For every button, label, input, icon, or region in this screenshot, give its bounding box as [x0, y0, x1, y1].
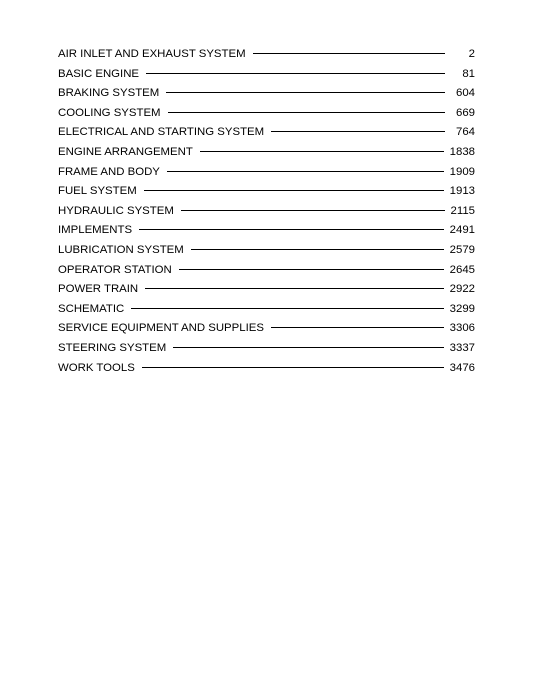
toc-entry-title: FRAME AND BODY [58, 165, 160, 178]
toc-leader-line [173, 347, 443, 348]
toc-entry-title: AIR INLET AND EXHAUST SYSTEM [58, 48, 246, 60]
table-of-contents [58, 45, 475, 378]
toc-leader-line [142, 367, 444, 368]
toc-entry-lubrication-system[interactable] [58, 241, 475, 261]
toc-leader-line [145, 288, 443, 289]
toc-leader-line [191, 249, 444, 250]
toc-entry-page-number: 1838 [449, 145, 475, 158]
toc-entry-title: STEERING SYSTEM [58, 341, 167, 354]
toc-leader-line [168, 112, 445, 113]
toc-entry-schematic[interactable] [58, 300, 475, 320]
toc-entry-page-number: 81 [462, 67, 475, 80]
toc-entry-page-number: 1913 [449, 185, 475, 198]
toc-entry-power-train[interactable] [58, 280, 475, 300]
toc-leader-line [271, 327, 444, 328]
toc-entry-air-inlet-and-exhaust-system[interactable] [58, 45, 475, 65]
toc-entry-page-number: 3299 [449, 302, 475, 315]
toc-leader-line [181, 210, 445, 211]
toc-entry-title: HYDRAULIC SYSTEM [58, 204, 174, 217]
toc-leader-line [144, 190, 444, 191]
toc-leader-line [139, 229, 444, 230]
toc-entry-page-number: 2491 [449, 224, 475, 237]
toc-entry-page-number: 764 [455, 126, 475, 139]
toc-entry-title: BASIC ENGINE [58, 67, 140, 80]
toc-leader-line [167, 171, 444, 172]
toc-entry-title: WORK TOOLS [58, 361, 135, 374]
toc-entry-basic-engine[interactable] [58, 65, 475, 85]
toc-entry-title: COOLING SYSTEM [58, 106, 161, 119]
toc-entry-hydraulic-system[interactable] [58, 202, 475, 222]
toc-entry-page-number: 2922 [449, 283, 475, 296]
toc-entry-title: IMPLEMENTS [58, 224, 133, 237]
toc-entry-operator-station[interactable] [58, 261, 475, 281]
toc-entry-title: FUEL SYSTEM [58, 185, 137, 198]
toc-leader-line [146, 73, 445, 74]
toc-entry-steering-system[interactable] [58, 339, 475, 359]
toc-entry-title: POWER TRAIN [58, 283, 139, 296]
toc-entry-page-number: 2115 [450, 204, 475, 217]
toc-leader-line [253, 53, 445, 54]
toc-entry-title: BRAKING SYSTEM [58, 87, 160, 100]
toc-entry-title: OPERATOR STATION [58, 263, 172, 276]
toc-entry-page-number: 3306 [449, 322, 475, 335]
toc-entry-title: ENGINE ARRANGEMENT [58, 145, 193, 158]
toc-entry-page-number: 2 [468, 48, 475, 60]
toc-entry-implements[interactable] [58, 221, 475, 241]
toc-leader-line [166, 92, 445, 93]
toc-entry-page-number: 3337 [449, 341, 475, 354]
toc-entry-page-number: 1909 [449, 165, 475, 178]
toc-entry-title: LUBRICATION SYSTEM [58, 243, 184, 256]
toc-entry-page-number: 3476 [449, 361, 475, 374]
toc-entry-frame-and-body[interactable] [58, 163, 475, 183]
toc-entry-engine-arrangement[interactable] [58, 143, 475, 163]
toc-entry-page-number: 604 [455, 87, 475, 100]
toc-entry-title: ELECTRICAL AND STARTING SYSTEM [58, 126, 265, 139]
toc-entry-page-number: 2579 [449, 243, 475, 256]
toc-leader-line [179, 269, 444, 270]
toc-entry-work-tools[interactable] [58, 359, 475, 379]
toc-entry-page-number: 669 [455, 106, 475, 119]
toc-entry-cooling-system[interactable] [58, 104, 475, 124]
toc-leader-line [131, 308, 443, 309]
toc-leader-line [271, 131, 445, 132]
toc-entry-electrical-and-starting-system[interactable] [58, 123, 475, 143]
toc-entry-title: SERVICE EQUIPMENT AND SUPPLIES [58, 322, 264, 335]
toc-entry-fuel-system[interactable] [58, 182, 475, 202]
toc-leader-line [200, 151, 444, 152]
toc-entry-service-equipment-and-supplies[interactable] [58, 319, 475, 339]
toc-entry-page-number: 2645 [449, 263, 475, 276]
toc-entry-title: SCHEMATIC [58, 302, 125, 315]
toc-entry-braking-system[interactable] [58, 84, 475, 104]
